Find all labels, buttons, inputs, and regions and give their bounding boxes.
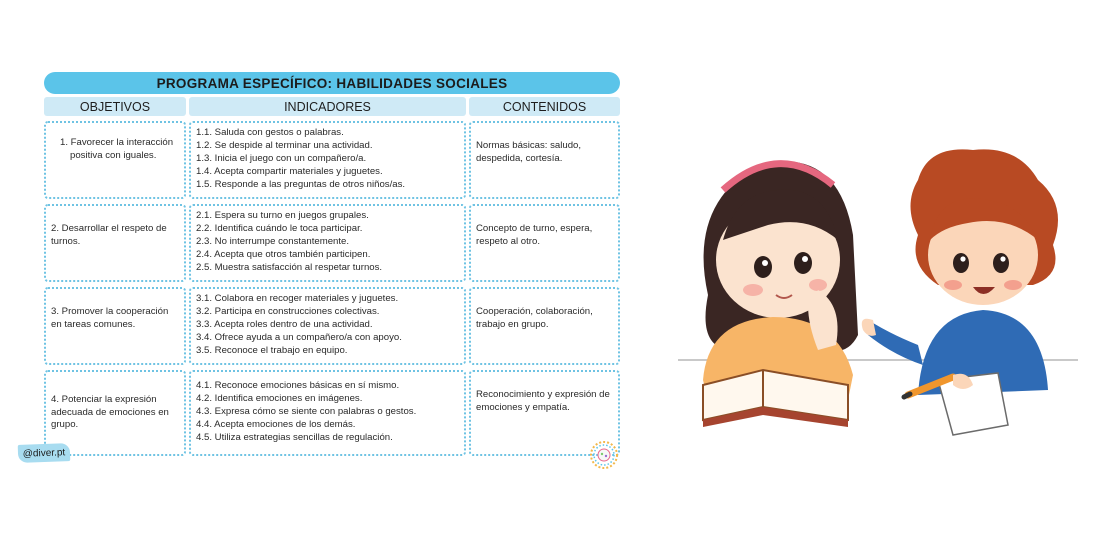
objective-cell	[44, 370, 186, 456]
program-document	[44, 72, 620, 456]
content-cell	[469, 204, 620, 282]
indicator-item: 3.1. Colabora en recoger materiales y juguetes.	[196, 293, 399, 304]
table-row	[44, 287, 620, 365]
diver-logo-icon	[589, 440, 619, 470]
indicator-item: 4.1. Reconoce emociones básicas en sí mismo.	[196, 380, 400, 391]
objective-text: 3. Promover la cooperación en tareas comunes.	[51, 306, 169, 330]
indicator-item: 1.2. Se despide al terminar una actividad.	[196, 139, 373, 151]
indicator-item: 3.5. Reconoce el trabajo en equipo.	[196, 344, 348, 356]
indicator-item: 4.5. Utiliza estrategias sencillas de regulación.	[196, 431, 393, 443]
objective-text: 1. Favorecer la interacción positiva con iguales.	[60, 137, 174, 161]
objective-cell	[44, 121, 186, 199]
indicator-item: 2.2. Identifica cuándo le toca participar.	[196, 222, 363, 234]
objective-text: 4. Potenciar la expresión adecuada de emociones en grupo.	[51, 393, 169, 431]
objective-cell	[44, 204, 186, 282]
objective-text: 2. Desarrollar el respeto de turnos.	[51, 223, 167, 247]
indicator-item: 2.3. No interrumpe constantemente.	[196, 235, 350, 247]
girl-figure	[703, 161, 858, 427]
content-cell	[469, 287, 620, 365]
indicator-item: 2.1. Espera su turno en juegos grupales.	[196, 210, 369, 221]
table-row	[44, 204, 620, 282]
indicators-cell	[189, 287, 466, 365]
indicator-item: 4.3. Expresa cómo se siente con palabras o gestos.	[196, 405, 417, 417]
header-indicadores: INDICADORES	[189, 97, 466, 116]
content-text: Normas básicas: saludo, despedida, cortesía.	[476, 140, 582, 164]
program-title: PROGRAMA ESPECÍFICO: HABILIDADES SOCIALES	[44, 72, 620, 94]
content-cell	[469, 121, 620, 199]
indicator-item: 4.4. Acepta emociones de los demás.	[196, 418, 356, 430]
table-row	[44, 121, 620, 199]
indicators-cell	[189, 204, 466, 282]
content-text: Concepto de turno, espera, respeto al otro.	[476, 223, 593, 247]
content-text: Reconocimiento y expresión de emociones y empatía.	[476, 389, 610, 413]
indicator-item: 3.2. Participa en construcciones colectivas.	[196, 305, 380, 317]
indicator-item: 4.2. Identifica emociones en imágenes.	[196, 392, 363, 404]
indicator-item: 3.4. Ofrece ayuda a un compañero/a con apoyo.	[196, 331, 402, 343]
indicator-item: 1.5. Responde a las preguntas de otros niños/as.	[196, 178, 406, 190]
header-objetivos: OBJETIVOS	[44, 97, 186, 116]
table-row	[44, 370, 620, 456]
table-header	[44, 97, 620, 116]
objective-cell	[44, 287, 186, 365]
indicator-item: 1.1. Saluda con gestos o palabras.	[196, 127, 344, 138]
indicator-item: 1.3. Inicia el juego con un compañero/a.	[196, 152, 367, 164]
indicators-cell	[189, 121, 466, 199]
indicator-item: 1.4. Acepta compartir materiales y juguetes.	[196, 165, 383, 177]
indicator-item: 2.4. Acepta que otros también participen.	[196, 248, 371, 260]
boy-figure	[862, 149, 1058, 435]
diver-handle-tag: @diver.pt	[18, 443, 71, 463]
indicator-item: 3.3. Acepta roles dentro de una actividad.	[196, 318, 373, 330]
indicators-cell	[189, 370, 466, 456]
children-talking-illustration	[668, 145, 1088, 445]
content-text: Cooperación, colaboración, trabajo en grupo.	[476, 306, 593, 330]
indicator-item: 2.5. Muestra satisfacción al respetar turnos.	[196, 261, 383, 273]
header-contenidos: CONTENIDOS	[469, 97, 620, 116]
